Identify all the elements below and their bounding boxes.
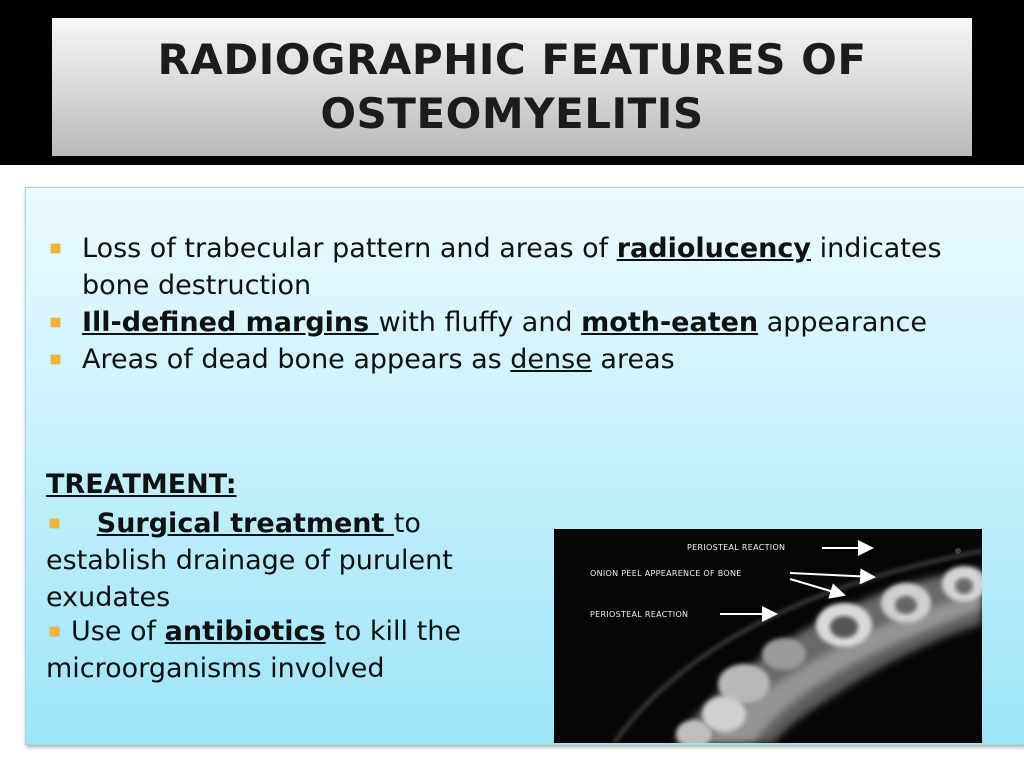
list-item [48,230,988,304]
slide-title-line-1: RADIOGRAPHIC FEATURES OF [157,35,867,84]
bullet-square-icon [51,318,60,327]
slide-title-line-2: OSTEOMYELITIS [320,89,704,138]
feature-2-keyword-2: moth-eaten [581,307,759,338]
annotation-onion-peel: ONION PEEL APPEARENCE OF BONE [590,569,742,578]
feature-2-keyword: Ill-defined margins [82,307,379,338]
list-item [48,341,988,378]
treatment-2-keyword: antibiotics [164,616,326,647]
feature-3-text-start: Areas of dead bone appears as [82,344,511,375]
features-list [48,230,988,378]
feature-2-text-middle: with fluffy and [378,307,582,338]
treatment-heading: TREATMENT: [46,469,237,500]
title-box [52,18,972,156]
treatment-item-1 [46,505,516,616]
feature-1-text-end: indicates bone destruction [82,233,942,301]
bullet-square-icon [51,355,60,364]
annotation-periosteal-reaction-bottom: PERIOSTEAL REACTION [590,610,689,619]
feature-3-text-end: areas [591,344,675,375]
annotation-periosteal-reaction-top: PERIOSTEAL REACTION [687,543,786,552]
bullet-square-icon [51,244,60,253]
treatment-2-text-start: Use of [71,616,165,647]
treatment-2-text-end: to kill the microorganisms involved [46,616,461,684]
xray-radiograph [554,529,982,743]
treatment-item-2 [46,613,516,687]
feature-1-keyword: radiolucency [616,233,812,264]
treatment-1-keyword: Surgical treatment [96,508,394,539]
feature-2-text-end: appearance [758,307,927,338]
bullet-square-icon [50,627,59,636]
treatment-1-text: to establish drainage of purulent exudates [46,508,453,613]
list-item [48,304,988,341]
feature-1-text-start: Loss of trabecular pattern and areas of [82,233,617,264]
bullet-square-icon [50,519,59,528]
image-artifact-dot [955,548,961,554]
feature-3-keyword: dense [510,344,592,375]
xray-image [554,529,982,743]
